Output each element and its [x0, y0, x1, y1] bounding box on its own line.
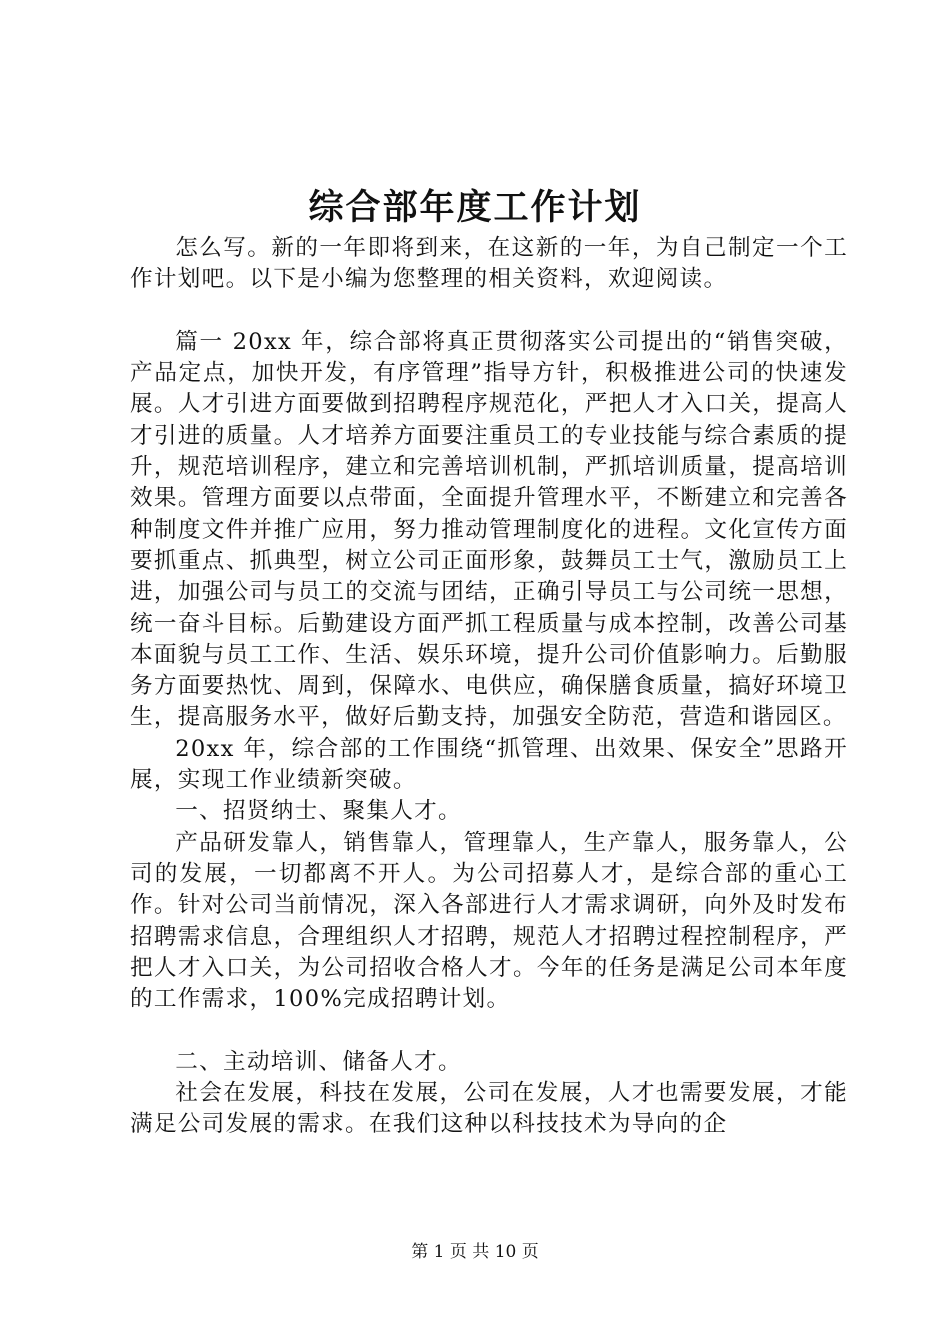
body-paragraph: 篇一 20xx 年，综合部将真正贯彻落实公司提出的“销售突破，产品定点，加快开发，有序管理”指导方针，积极推进公司的快速发展。人才引进方面要做到招聘程序规范化，严把人才入口关，提高人才引进的质量。人才培养方面要注重员工的专业技能与综合素质的提升，规范培训程序，建立和完善培训机制，严抓培训质量，提高培训效果。管理方面要以点带面，全面提升管理水平，不断建立和完善各种制度文件并推广应用，努力推动管理制度化的进程。文化宣传方面要抓重点、抓典型，树立公司正面形象，鼓舞员工士气，激励员工上进，加强公司与员工的交流与团结，正确引导员工与公司统一思想，统一奋斗目标。后勤建设方面严抓工程质量与成本控制，改善公司基本面貌与员工工作、生活、娱乐环境，提升公司价值影响力。后勤服务方面要热忱、周到，保障水、电供应，确保膳食质量，搞好环境卫生，提高服务水平，做好后勤支持，加强安全防范，营造和谐园区。 [130, 328, 848, 731]
document-body [130, 233, 848, 1141]
body-paragraph: 社会在发展，科技在发展，公司在发展，人才也需要发展，才能满足公司发展的需求。在我们这种以科技技术为导向的企 [130, 1080, 848, 1138]
body-paragraph: 产品研发靠人，销售靠人，管理靠人，生产靠人，服务靠人，公司的发展，一切都离不开人。为公司招募人才，是综合部的重心工作。针对公司当前情况，深入各部进行人才需求调研，向外及时发布招聘需求信息，合理组织人才招聘，规范人才招聘过程控制程序，严把人才入口关，为公司招收合格人才。今年的任务是满足公司本年度的工作需求，100%完成招聘计划。 [130, 829, 848, 1013]
section-heading: 一、招贤纳士、聚集人才。 [175, 798, 462, 825]
page-number-footer: 第 1 页 共 10 页 [411, 1242, 539, 1262]
intro-paragraph: 怎么写。新的一年即将到来，在这新的一年，为自己制定一个工作计划吧。以下是小编为您整理的相关资料，欢迎阅读。 [130, 235, 848, 293]
document-title: 综合部年度工作计划 [308, 187, 642, 228]
section-heading: 二、主动培训、储备人才。 [175, 1048, 462, 1075]
body-paragraph: 20xx 年，综合部的工作围绕“抓管理、出效果、保安全”思路开展，实现工作业绩新突破。 [130, 735, 848, 794]
